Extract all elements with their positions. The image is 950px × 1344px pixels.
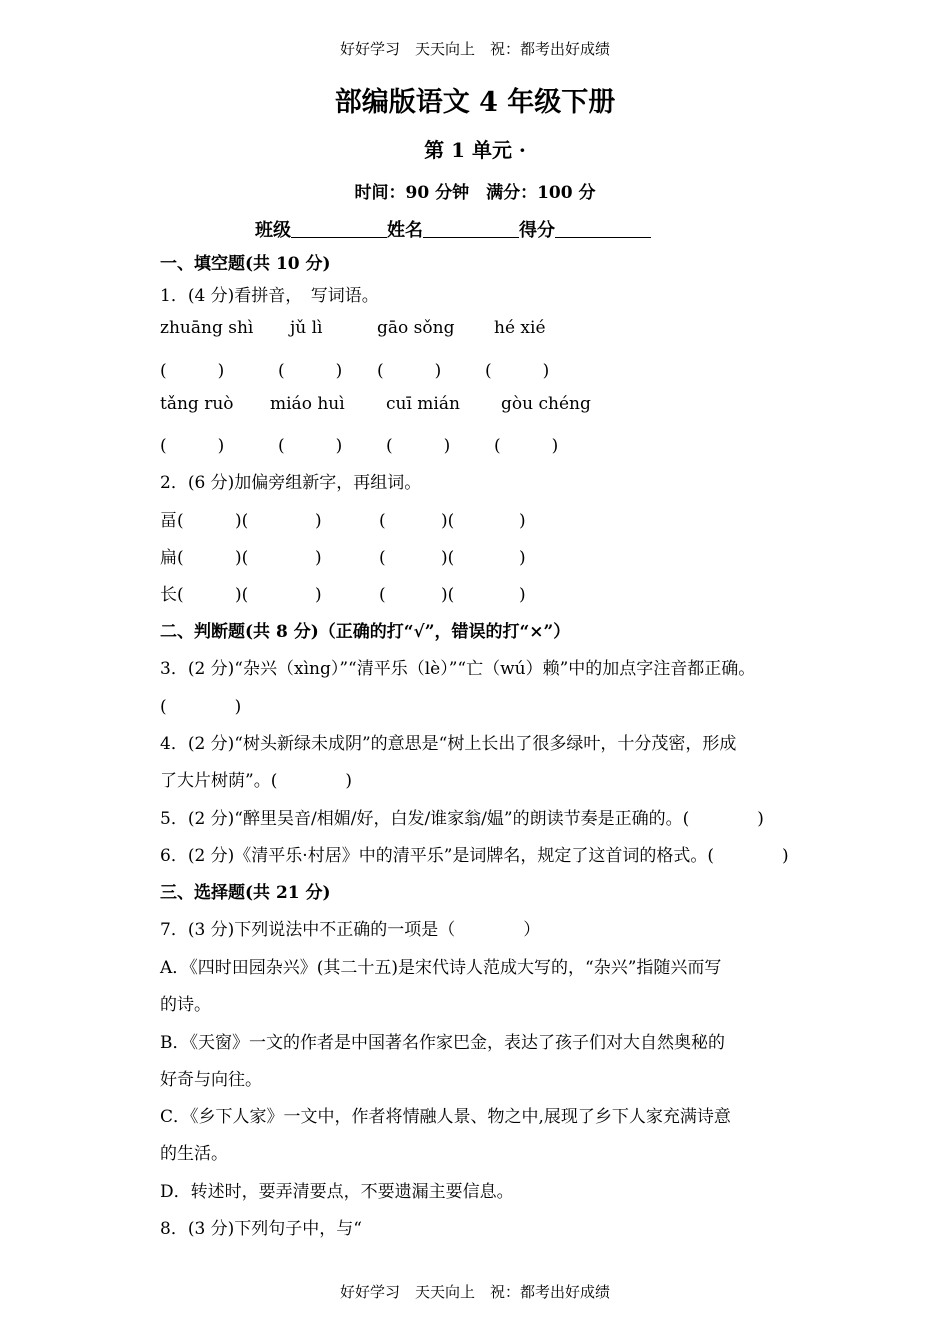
class-blank[interactable] <box>291 219 387 238</box>
option-b-line2: 好奇与向往。 <box>160 1070 262 1090</box>
class-label: 班级 <box>255 220 291 241</box>
unit-title: 第 1 单元 · <box>424 138 526 162</box>
char: 畐 <box>160 511 177 531</box>
question-2: 2．(6 分)加偏旁组新字，再组词。 <box>160 473 422 493</box>
char-row-3: 长( )( ) ( )( ) <box>160 585 526 605</box>
question-7: 7．(3 分)下列说法中不正确的一项是（ ） <box>160 920 541 940</box>
section3-heading: 三、选择题(共 21 分) <box>160 883 331 903</box>
answer-blank[interactable]: ( ) <box>160 361 225 381</box>
option-c-line2: 的生活。 <box>160 1144 228 1164</box>
page-title: 部编版语文 4 年级下册 <box>334 87 616 118</box>
answer-blank[interactable]: ( ) <box>485 361 550 381</box>
answer-blank[interactable]: ( ) <box>278 436 343 456</box>
pinyin-1: zhuāng shì <box>160 318 254 338</box>
time-score: 时间：90 分钟 满分：100 分 <box>354 183 596 203</box>
question-1: 1．(4 分)看拼音， 写词语。 <box>160 286 379 306</box>
pinyin-6: miáo huì <box>270 394 345 414</box>
score-label: 得分 <box>519 220 555 241</box>
char-row-1: 畐( )( ) ( )( ) <box>160 511 526 531</box>
name-blank[interactable] <box>423 219 519 238</box>
question-3-blank[interactable]: ( ) <box>160 697 242 717</box>
char: 长 <box>160 585 177 605</box>
pinyin-3: gāo sǒng <box>377 318 455 338</box>
answer-blank[interactable]: ( ) <box>386 436 451 456</box>
page-footer: 好好学习 天天向上 祝：都考出好成绩 <box>339 1283 610 1301</box>
answer-blank[interactable]: ( ) <box>377 361 442 381</box>
pinyin-7: cuī mián <box>386 394 460 414</box>
answer-blank[interactable]: ( ) <box>160 436 225 456</box>
pinyin-4: hé xié <box>494 318 546 338</box>
option-a-line1: A．《四时田园杂兴》(其二十五)是宋代诗人范成大写的，“杂兴”指随兴而写 <box>160 958 722 978</box>
question-4-line2: 了大片树荫”。( ) <box>160 771 352 791</box>
section1-heading: 一、填空题(共 10 分) <box>160 254 331 274</box>
pinyin-8: gòu chéng <box>501 394 591 414</box>
pinyin-5: tǎng ruò <box>160 394 234 414</box>
name-label: 姓名 <box>387 220 423 241</box>
question-3: 3．(2 分)“杂兴（xìng）”“清平乐（lè）”“亡（wú）赖”中的加点字注音都正确。 <box>160 659 756 679</box>
page-header: 好好学习 天天向上 祝：都考出好成绩 <box>339 40 610 58</box>
option-a-line2: 的诗。 <box>160 995 211 1015</box>
option-d: D．转述时，要弄清要点，不要遗漏主要信息。 <box>160 1182 514 1202</box>
question-8: 8．(3 分)下列句子中，与“ <box>160 1219 362 1239</box>
student-info-row <box>255 216 651 242</box>
char-row-2: 扁( )( ) ( )( ) <box>160 548 526 568</box>
section2-heading: 二、判断题(共 8 分)（正确的打“√”，错误的打“×”） <box>160 622 571 642</box>
option-b-line1: B．《天窗》一文的作者是中国著名作家巴金，表达了孩子们对大自然奥秘的 <box>160 1033 725 1053</box>
score-blank[interactable] <box>555 219 651 238</box>
question-6: 6．(2 分)《清平乐·村居》中的清平乐”是词牌名，规定了这首词的格式。( ) <box>160 846 789 866</box>
question-4-line1: 4．(2 分)“树头新绿未成阴”的意思是“树上长出了很多绿叶，十分茂密，形成 <box>160 734 737 754</box>
char: 扁 <box>160 548 177 568</box>
pinyin-2: jǔ lì <box>290 318 323 338</box>
question-5: 5．(2 分)“醉里吴音/相媚/好，白发/谁家翁/媪”的朗读节奏是正确的。( ) <box>160 809 764 829</box>
answer-blank[interactable]: ( ) <box>494 436 559 456</box>
answer-blank[interactable]: ( ) <box>278 361 343 381</box>
option-c-line1: C．《乡下人家》一文中，作者将情融人景、物之中,展现了乡下人家充满诗意 <box>160 1107 731 1127</box>
